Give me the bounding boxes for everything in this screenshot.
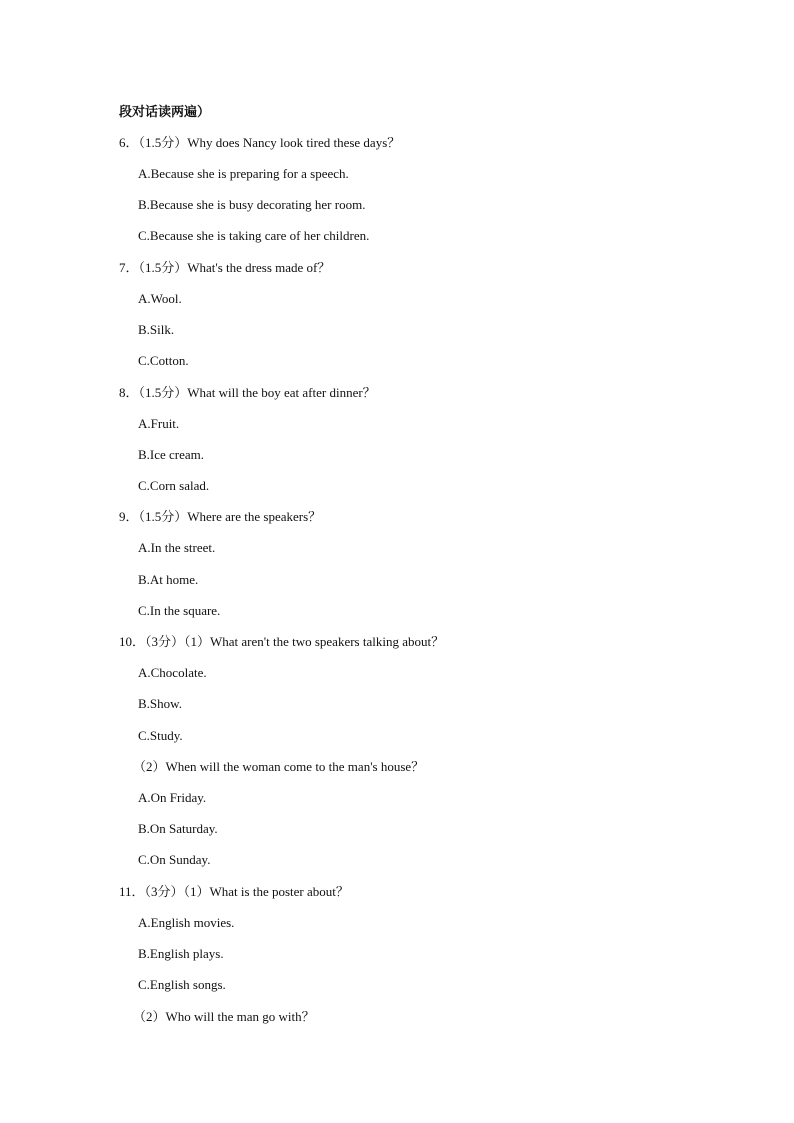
question-8-option-b: B.Ice cream.	[138, 447, 205, 462]
question-11-option-b: B.English plays.	[138, 946, 224, 961]
question-6-stem: 6．（1.5分）Why does Nancy look tired these days？	[119, 135, 401, 150]
question-6-option-c: C.Because she is taking care of her children.	[138, 228, 370, 243]
question-10-sub-option-b: B.On Saturday.	[138, 821, 218, 836]
question-9-option-c: C.In the square.	[138, 603, 221, 618]
question-10-sub-option-a: A.On Friday.	[138, 790, 207, 805]
question-7-option-b: B.Silk.	[138, 322, 175, 337]
question-10-sub-option-c: C.On Sunday.	[138, 852, 211, 867]
question-10-stem: 10．（3分）（1）What aren't the two speakers talking about？	[119, 634, 445, 649]
question-10-option-c: C.Study.	[138, 728, 183, 743]
question-11-option-c: C.English songs.	[138, 977, 226, 992]
question-11-sub-stem: （2）Who will the man go with？	[133, 1009, 315, 1024]
section-heading: 段对话读两遍）	[119, 104, 211, 119]
question-6-option-b: B.Because she is busy decorating her room.	[138, 197, 366, 212]
question-9-option-b: B.At home.	[138, 572, 199, 587]
question-10-option-b: B.Show.	[138, 696, 182, 711]
question-10-option-a: A.Chocolate.	[138, 665, 207, 680]
question-6-option-a: A.Because she is preparing for a speech.	[138, 166, 349, 181]
question-11-stem: 11．（3分）（1）What is the poster about？	[119, 884, 349, 899]
question-8-option-c: C.Corn salad.	[138, 478, 210, 493]
question-7-stem: 7．（1.5分）What's the dress made of？	[119, 260, 331, 275]
question-8-option-a: A.Fruit.	[138, 416, 180, 431]
question-11-option-a: A.English movies.	[138, 915, 235, 930]
question-9-stem: 9．（1.5分）Where are the speakers？	[119, 509, 322, 524]
question-10-sub-stem: （2）When will the woman come to the man's house？	[133, 759, 425, 774]
question-7-option-a: A.Wool.	[138, 291, 182, 306]
question-8-stem: 8．（1.5分）What will the boy eat after dinner？	[119, 385, 376, 400]
question-9-option-a: A.In the street.	[138, 540, 216, 555]
question-7-option-c: C.Cotton.	[138, 353, 189, 368]
